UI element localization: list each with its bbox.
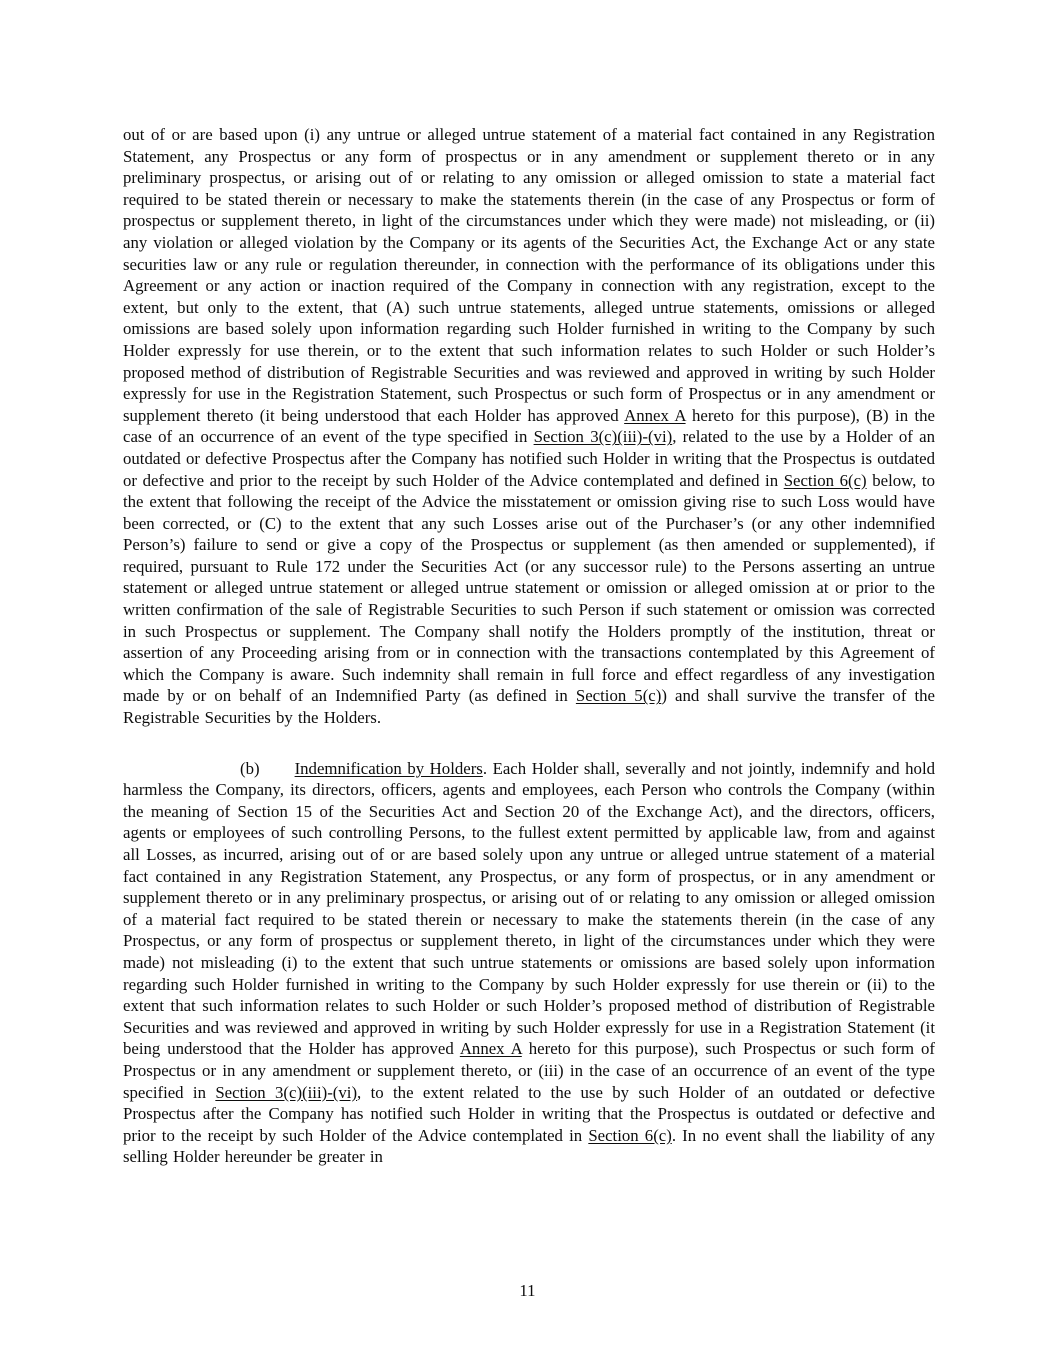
text-run: hereto for this purpose), such Prospectus or such form of Prospectus or in any amendment or supplement thereto, or (iii) in the case of an occurrence of an event of the type specified in — [123, 1039, 935, 1102]
underlined-reference: Annex A — [459, 1039, 522, 1059]
underlined-reference: Section 6(c) — [588, 1125, 672, 1145]
text-run: . Each Holder shall, severally and not jointly, indemnify and hold harmless the Company, its directors, officers, agents and employees, each Person who controls the Company (within the meaning of Section 15 of the Securities Act and Section 20 of the Exchange Act), and the directors, officers, agents or employees of such controlling Persons, to the fullest extent permitted by applicable law, from and against all Losses, as incurred, arising out of or are based solely upon any untrue or alleged untrue statement of a material fact contained in any Registration Statement, any Prospectus, or any form of prospectus, or in any amendment or supplement thereto or in any preliminary prospectus, or arising out of or relating to any omission or alleged omission of a material fact required to be stated therein or necessary to make the statements therein (in the case of any Prospectus, or any form of prospectus or supplement thereto, in light of the circumstances under which they were made) not misleading (i) to the extent that such untrue statements or omissions are based solely upon information regarding such Holder furnished in writing to the Company by such Holder expressly for use therein or (ii) to the extent that such information relates to such Holder or such Holder’s proposed method of distribution of Registrable Securities and was reviewed and approved in writing by such Holder expressly for use in a Registration Statement (it being understood that the Holder has approved — [123, 758, 936, 1059]
page-number: 11 — [519, 1281, 536, 1300]
text-run: out of or are based upon (i) any untrue or alleged untrue statement of a material fact contained in any Registration Statement, any Prospectus or any form of prospectus or in any amendment or supplement thereto or in any preliminary prospectus, or arising out of or relating to any omission or alleged omission to state a material fact required to be stated therein or necessary to make the statements therein (in the case of any Prospectus or form of prospectus or supplement thereto, in light of the circumstances under which they were made) not misleading, or (ii) any violation or alleged violation by the Company or its agents of the Securities Act, the Exchange Act or any state securities law or any rule or regulation thereunder, in connection with the performance of its obligations under this Agreement or any action or inaction required of the Company in connection with any registration, except to the extent, but only to the extent, that (A) such untrue statements, alleged untrue statements, omissions or alleged omissions are based solely upon information regarding such Holder furnished in writing to the Company by such Holder expressly for use therein, or to the extent that such information relates to such Holder or such Holder’s proposed method of distribution of Registrable Securities and was reviewed and approved in writing by such Holder expressly for use in the Registration Statement, such Prospectus or such form of Prospectus or in any amendment or supplement thereto (it being understood that each Holder has approved — [123, 125, 935, 425]
underlined-reference: Indemnification by Holders — [294, 758, 483, 778]
text-run: hereto for this purpose), (B) in the case of an occurrence of an event of the type specified in — [123, 405, 935, 447]
text-run: below, to the extent that following the receipt of the Advice the misstatement or omission giving rise to such Loss would have been corrected, or (C) to the extent that any such Losses arise out of the Purchaser’s (or any other indemnified Person’s) failure to send or give a copy of the Prospectus or supplement (as then amended or supplemented), if required, pursuant to Rule 172 under the Securities Act (or any successor rule) to the Persons asserting an untrue statement or alleged untrue statement or alleged untrue statement or omission or alleged omission at or prior to the written confirmation of the sale of Registrable Securities to such Person if such statement or omission was corrected in such Prospectus or supplement. The Company shall notify the Holders promptly of the institution, threat or assertion of any Proceeding arising from or in connection with the transactions contemplated by this Agreement of which the Company is aware. Such indemnity shall remain in full force and effect regardless of any investigation made by or on behalf of an Indemnified Party (as defined in — [123, 470, 935, 706]
underlined-reference: Section 3(c)(iii)-(vi) — [533, 427, 673, 447]
text-run: ) and shall survive the transfer of the Registrable Securities by the Holders. — [123, 686, 935, 728]
underlined-reference: Section 6(c) — [783, 470, 867, 490]
text-run: , to the extent related to the use by such Holder of an outdated or defective Prospectus after the Company has notified such Holder in writing that the Prospectus is outdated or defective and prior to the receipt by such Holder of the Advice contemplated in — [123, 1082, 935, 1145]
paragraph-indemnification-by-holders — [123, 758, 935, 1168]
text-run: , related to the use by a Holder of an outdated or defective Prospectus after the Company has notified such Holder in writing that the Prospectus is outdated or defective and prior to the receipt by such Holder of the Advice contemplated and defined in — [123, 427, 935, 490]
text-run: . In no event shall the liability of any selling Holder hereunder be greater in — [123, 1125, 935, 1167]
text-run: (b) — [240, 758, 260, 778]
underlined-reference: Annex A — [624, 405, 686, 425]
paragraph-indemnification-by-company-continued — [123, 124, 935, 729]
document-body — [123, 124, 935, 1168]
underlined-reference: Section 3(c)(iii)-(vi) — [215, 1082, 358, 1102]
underlined-reference: Section 5(c) — [575, 686, 662, 706]
